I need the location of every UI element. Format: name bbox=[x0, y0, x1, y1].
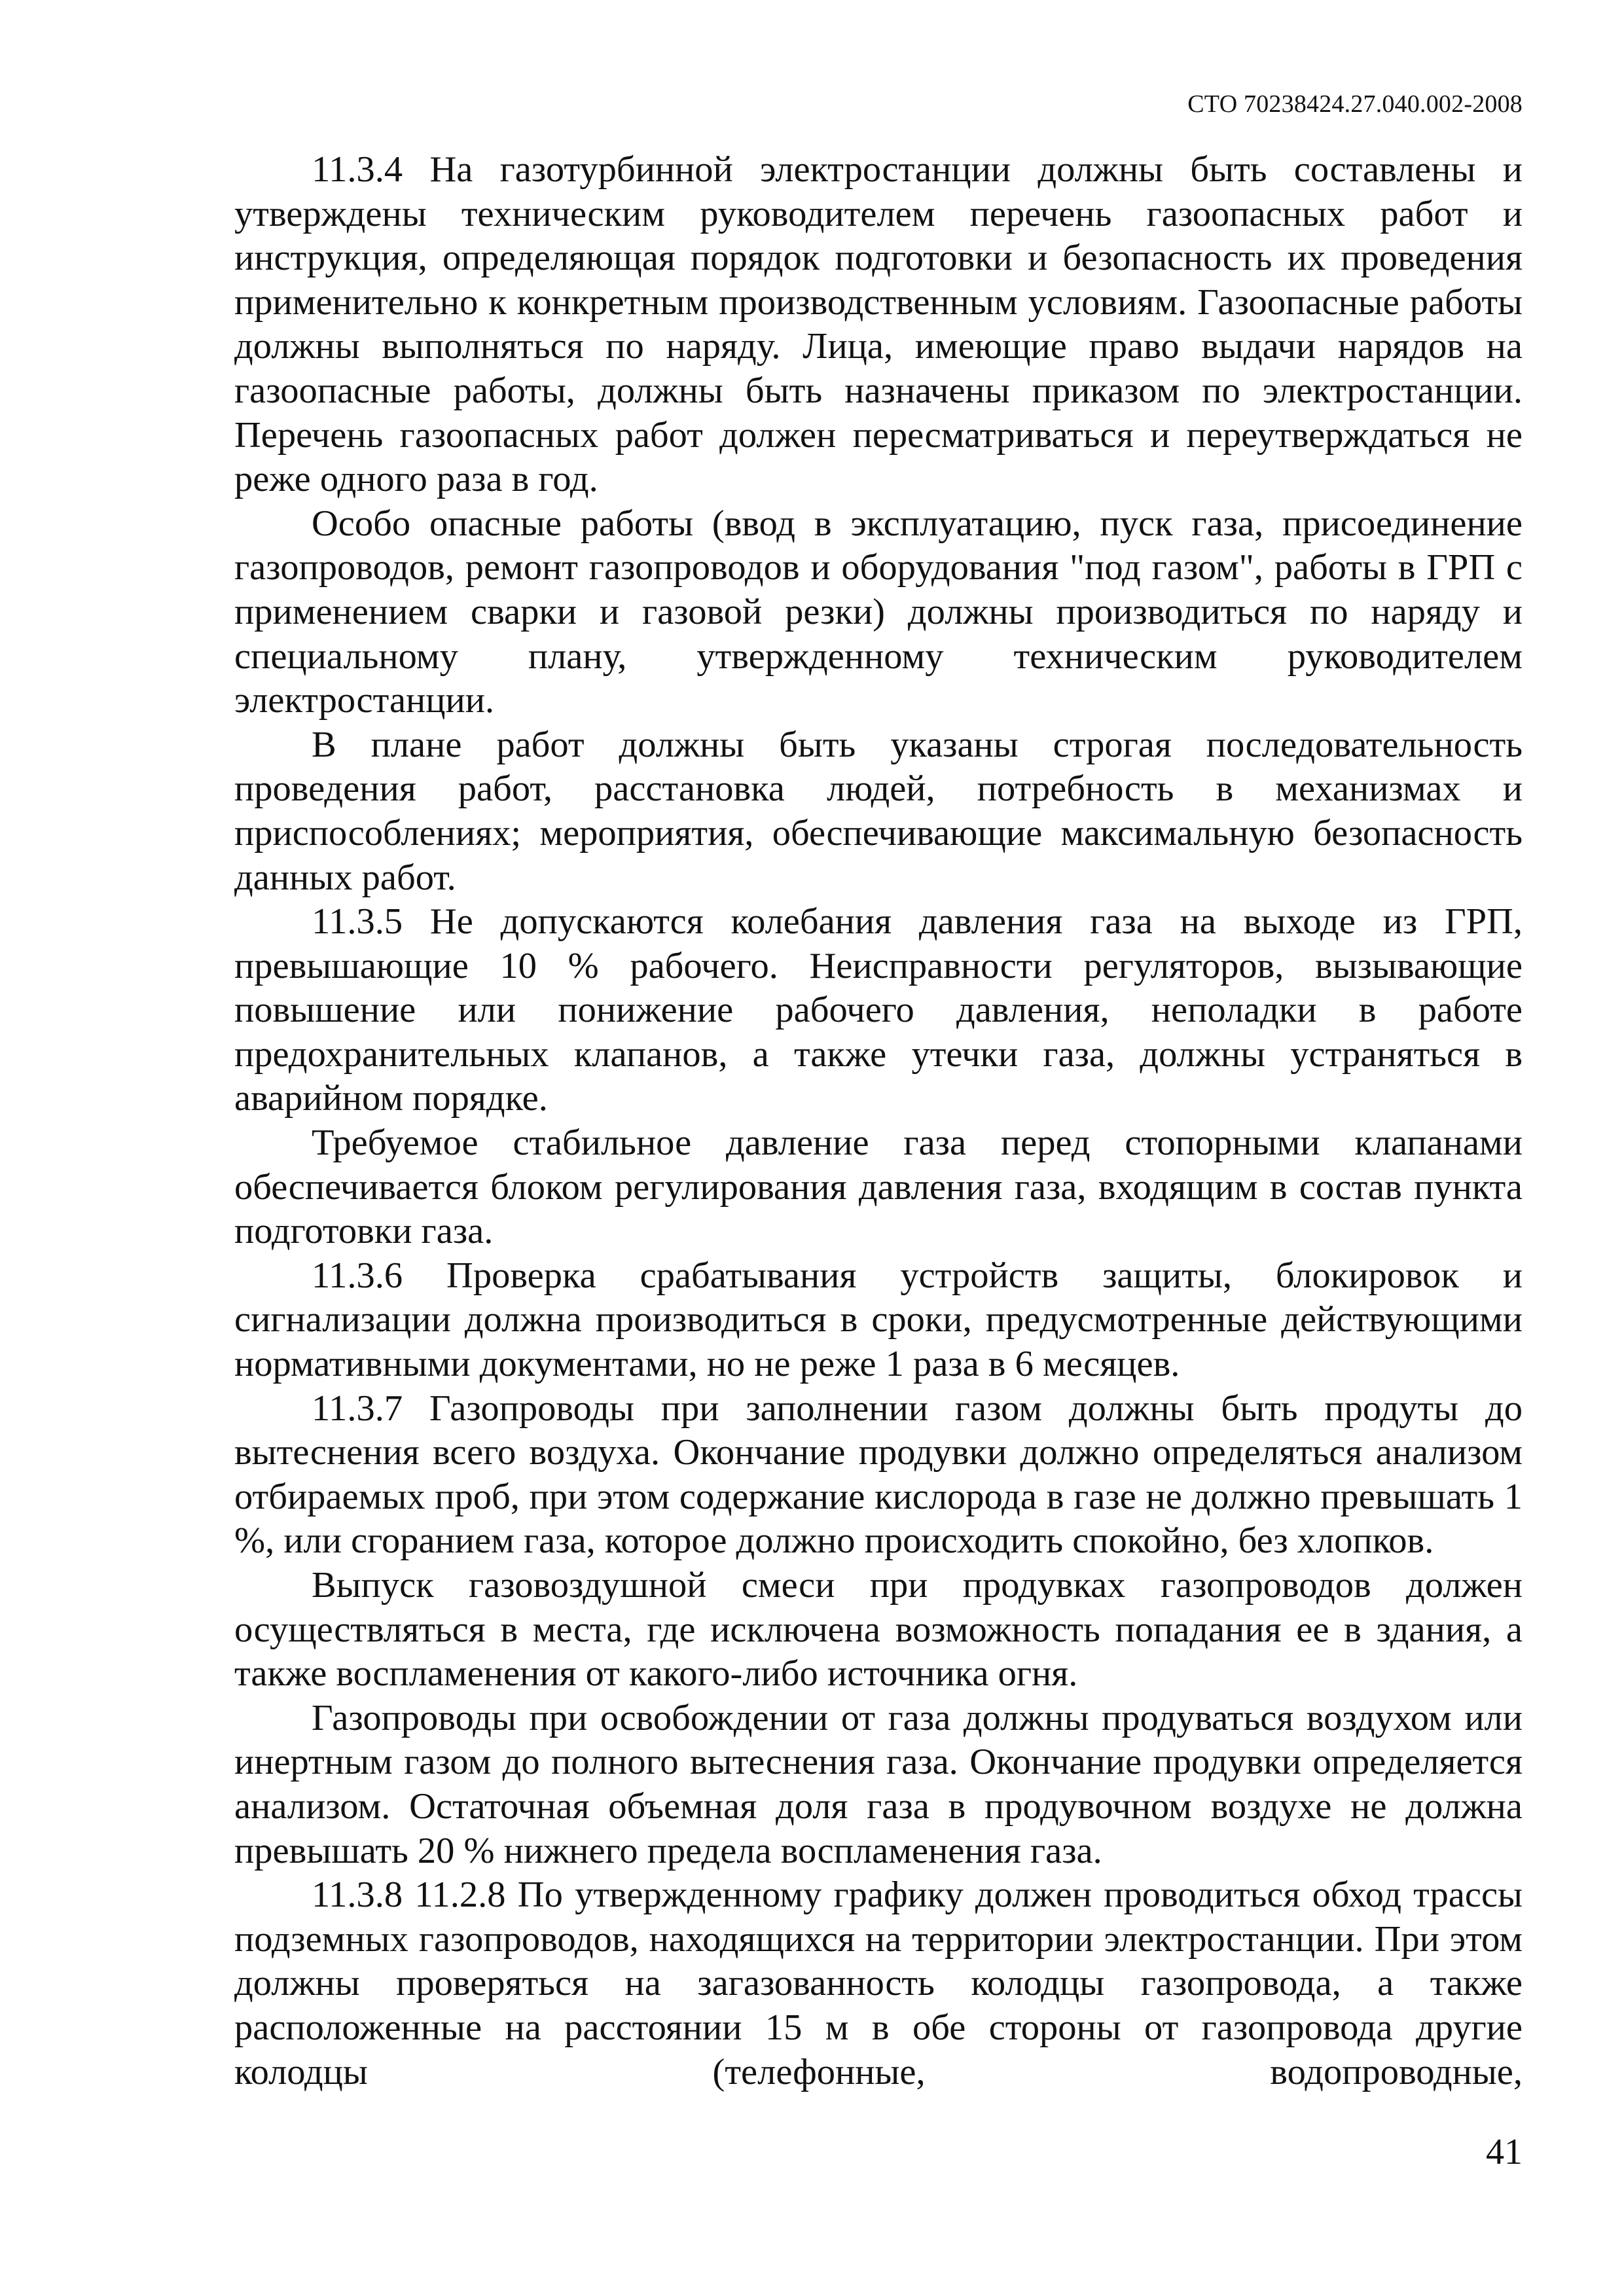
paragraph-11-3-4: 11.3.4 На газотурбинной электростанции должны быть составлены и утверждены техническим руководителем перечень газоопасных работ и инструкция, определяющая порядок подготовки и безопасность их проведения применительно к конкретным производственным условиям. Газоопасные работы должны выполняться по наряду. Лица, имеющие право выдачи нарядов на газоопасные работы, должны быть назначены приказом по электростанции. Перечень газоопасных работ должен пересматриваться и переутверждаться не реже одного раза в год. bbox=[234, 149, 1523, 500]
paragraph-11-3-7: 11.3.7 Газопроводы при заполнении газом должны быть продуты до вытеснения всего воздуха. Окончание продувки должно определяться анализом отбираемых проб, при этом содержание кислорода в газе не должно превышать 1 %, или сгоранием газа, которое должно происходить спокойно, без хлопков. bbox=[234, 1388, 1523, 1562]
paragraph-gas-release-purge: Газопроводы при освобождении от газа должны продуваться воздухом или инертным газом до полного вытеснения газа. Окончание продувки определяется анализом. Остаточная объемная доля газа в продувочном воздухе не должна превышать 20 % нижнего предела воспламенения газа. bbox=[234, 1697, 1523, 1871]
document-body bbox=[234, 148, 1523, 2094]
paragraph-gas-air-release: Выпуск газовоздушной смеси при продувках газопроводов должен осуществляться в места, где исключена возможность попадания ее в здания, а также воспламенения от какого-либо источника огня. bbox=[234, 1565, 1523, 1695]
paragraph-11-3-5: 11.3.5 Не допускаются колебания давления газа на выходе из ГРП, превышающие 10 % рабочего. Неисправности регуляторов, вызывающие повышение или понижение рабочего давления, неполадки в работе предохранительных клапанов, а также утечки газа, должны устраняться в аварийном порядке. bbox=[234, 901, 1523, 1119]
paragraph-special-works: Особо опасные работы (ввод в эксплуатацию, пуск газа, присоединение газопроводов, ремонт газопроводов и оборудования "под газом", работы в ГРП с применением сварки и газовой резки) должны производиться по наряду и специальному плану, утвержденному техническим руководителем электростанции. bbox=[234, 503, 1523, 721]
paragraph-11-3-8: 11.3.8 11.2.8 По утвержденному графику должен проводиться обход трассы подземных газопроводов, находящихся на территории электростанции. При этом должны проверяться на загазованность колодцы газопровода, а также расположенные на расстоянии 15 м в обе стороны от газопровода другие колодцы (телефонные, водопроводные, bbox=[234, 1874, 1523, 2092]
paragraph-11-3-6: 11.3.6 Проверка срабатывания устройств защиты, блокировок и сигнализации должна производиться в сроки, предусмотренные действующими нормативными документами, но не реже 1 раза в 6 месяцев. bbox=[234, 1255, 1523, 1385]
document-code: СТО 70238424.27.040.002-2008 bbox=[1187, 90, 1523, 118]
page-number: 41 bbox=[1486, 2132, 1523, 2172]
paragraph-work-plan: В плане работ должны быть указаны строгая последовательность проведения работ, расстановка людей, потребность в механизмах и приспособлениях; мероприятия, обеспечивающие максимальную безопасность данных работ. bbox=[234, 724, 1523, 898]
paragraph-stable-pressure: Требуемое стабильное давление газа перед стопорными клапанами обеспечивается блоком регулирования давления газа, входящим в состав пункта подготовки газа. bbox=[234, 1122, 1523, 1252]
